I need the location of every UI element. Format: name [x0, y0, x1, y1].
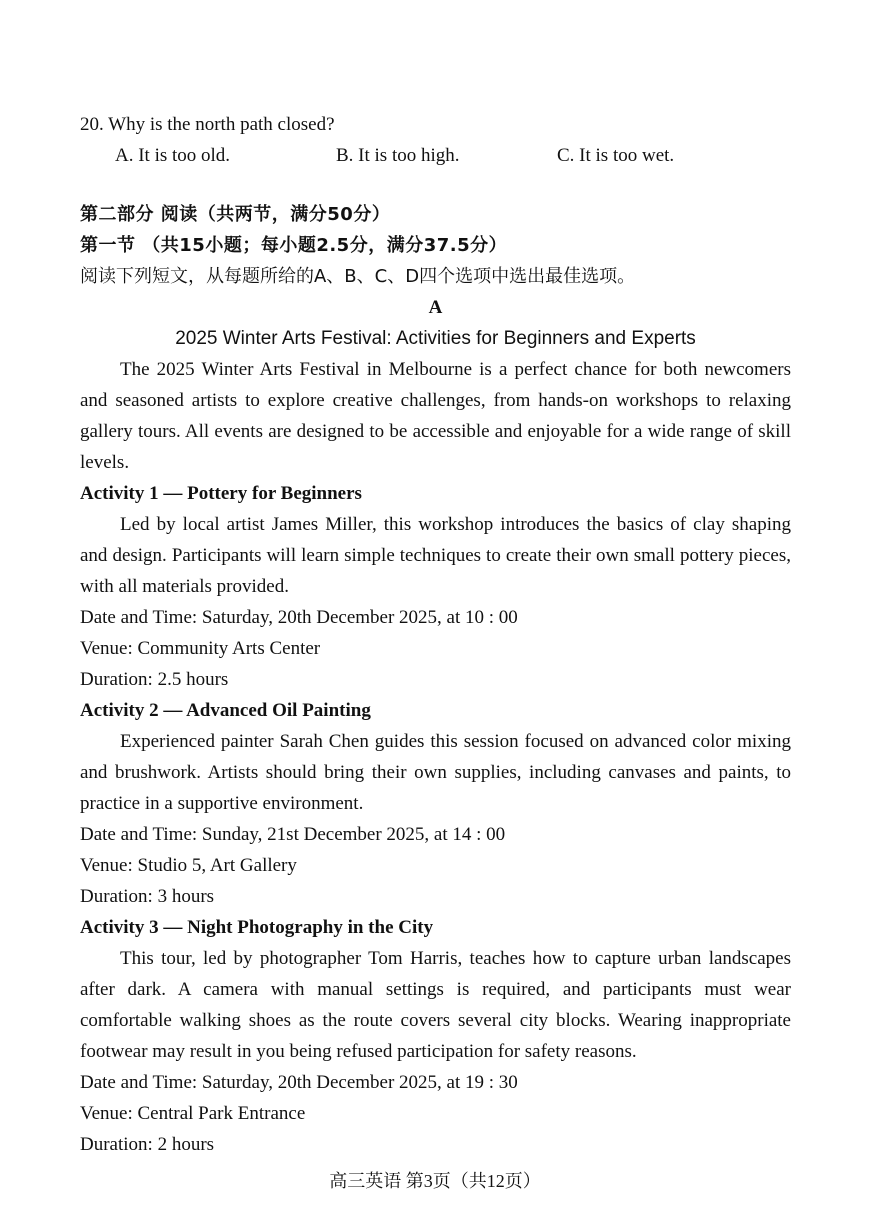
activity-duration: Duration: 2.5 hours	[80, 669, 229, 690]
activity-duration: Duration: 2 hours	[80, 1134, 215, 1155]
instruction: 阅读下列短文，从每题所给的A、B、C、D四个选项中选出最佳选项。	[80, 266, 636, 287]
activity-venue: Venue: Community Arts Center	[80, 638, 321, 659]
activity-duration: Duration: 3 hours	[80, 886, 215, 907]
page-content	[80, 109, 791, 1160]
question-20	[80, 109, 791, 171]
activity-heading: Activity 1 — Pottery for Beginners	[80, 483, 362, 504]
activity-venue: Venue: Central Park Entrance	[80, 1103, 306, 1124]
activity-date-time: Date and Time: Saturday, 20th December 2025, at 10 : 00	[80, 607, 518, 628]
passage-letter: A	[428, 297, 443, 318]
page-footer: 高三英语 第3页（共12页）	[329, 1171, 541, 1191]
activity-date-time: Date and Time: Sunday, 21st December 2025, at 14 : 00	[80, 824, 506, 845]
activity-heading: Activity 3 — Night Photography in the City	[80, 917, 434, 938]
activity-3	[80, 912, 791, 1160]
question-stem: 20. Why is the north path closed?	[80, 114, 335, 135]
activity-description: Led by local artist James Miller, this workshop introduces the basics of clay shaping and design. Participants will learn simple techniques to create their own small pottery pieces, with all materials provided.	[80, 514, 791, 597]
option-a: A. It is too old.	[115, 145, 231, 166]
passage-intro: The 2025 Winter Arts Festival in Melbourne is a perfect chance for both newcomers and seasoned artists to explore creative challenges, from hands-on workshops to relaxing gallery tours. All events are designed to be accessible and enjoyable for a wide range of skill levels.	[80, 359, 791, 473]
activity-2	[80, 695, 791, 912]
activity-heading: Activity 2 — Advanced Oil Painting	[80, 700, 371, 721]
sub-section-title: 第一节 （共15小题；每小题2.5分，满分37.5分）	[80, 235, 508, 256]
activity-venue: Venue: Studio 5, Art Gallery	[80, 855, 297, 876]
activity-date-time: Date and Time: Saturday, 20th December 2025, at 19 : 30	[80, 1072, 518, 1093]
activity-description: This tour, led by photographer Tom Harris, teaches how to capture urban landscapes after dark. A camera with manual settings is required, and participants must wear comfortable walking shoes as the route covers several city blocks. Wearing inappropriate footwear may result in you being refused participation for safety reasons.	[80, 948, 791, 1062]
question-options	[80, 140, 791, 171]
activity-1	[80, 478, 791, 695]
option-c: C. It is too wet.	[557, 145, 675, 166]
passage-title: 2025 Winter Arts Festival: Activities for Beginners and Experts	[175, 328, 696, 349]
option-b: B. It is too high.	[336, 145, 460, 166]
part-title: 第二部分 阅读（共两节，满分50分）	[80, 204, 391, 225]
activity-description: Experienced painter Sarah Chen guides this session focused on advanced color mixing and brushwork. Artists should bring their own supplies, including canvases and paints, to practice in a supportive environment.	[80, 731, 791, 814]
